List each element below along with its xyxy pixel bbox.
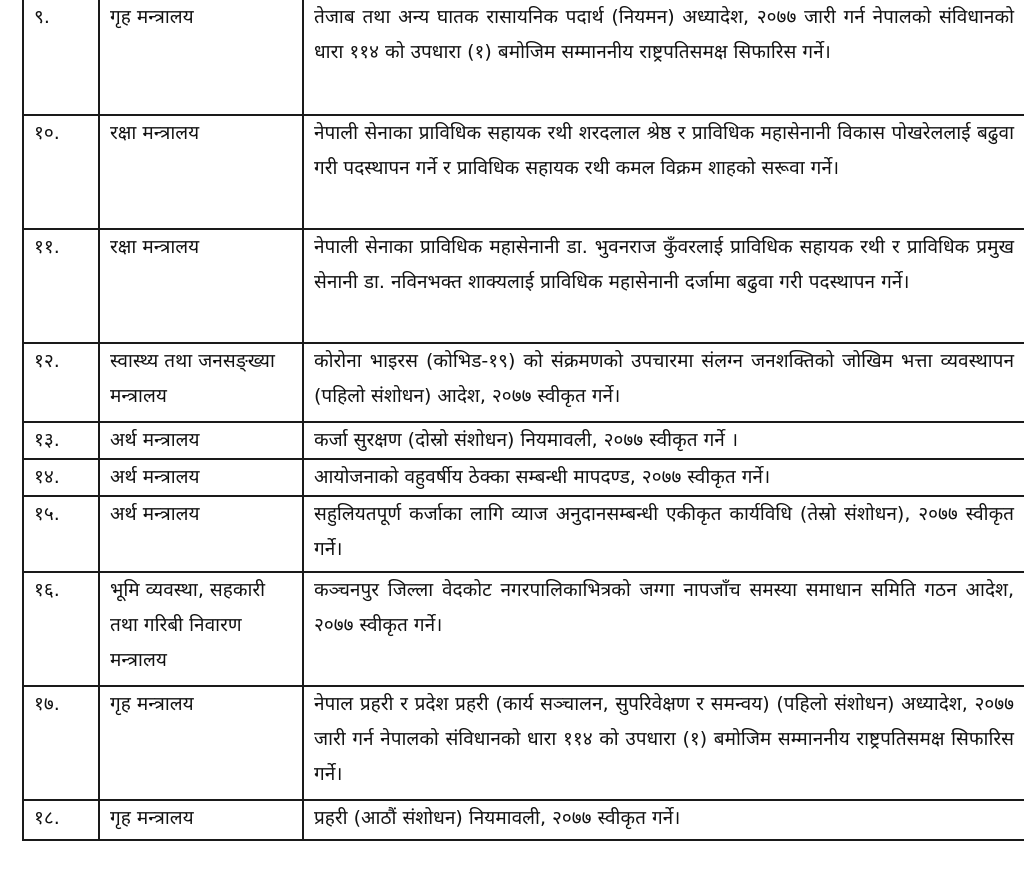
table-row — [23, 422, 1024, 459]
ministry-name: रक्षा मन्त्रालय — [99, 115, 303, 229]
row-number: १८. — [23, 800, 99, 840]
table-row — [23, 686, 1024, 800]
decision-text: आयोजनाको वहुवर्षीय ठेक्का सम्बन्धी मापदण्ड, २०७७ स्वीकृत गर्ने। — [303, 459, 1024, 496]
row-number: ११. — [23, 229, 99, 343]
ministry-name: अर्थ मन्त्रालय — [99, 422, 303, 459]
row-number: १७. — [23, 686, 99, 800]
row-number: ९. — [23, 0, 99, 115]
row-number: १६. — [23, 572, 99, 686]
table-row — [23, 229, 1024, 343]
table-row — [23, 343, 1024, 422]
ministry-name: गृह मन्त्रालय — [99, 686, 303, 800]
ministry-name: अर्थ मन्त्रालय — [99, 459, 303, 496]
ministry-name: अर्थ मन्त्रालय — [99, 496, 303, 572]
decision-text: तेजाब तथा अन्य घातक रासायनिक पदार्थ (नियमन) अध्यादेश, २०७७ जारी गर्न नेपालको संविधानको धारा ११४ को उपधारा (१) बमोजिम सम्माननीय राष्ट्रपतिसमक्ष सिफारिस गर्ने। — [303, 0, 1024, 115]
ministry-name: भूमि व्यवस्था, सहकारी तथा गरिबी निवारण मन्त्रालय — [99, 572, 303, 686]
ministry-name: रक्षा मन्त्रालय — [99, 229, 303, 343]
table-row — [23, 115, 1024, 229]
decision-text: कर्जा सुरक्षण (दोस्रो संशोधन) नियमावली, २०७७ स्वीकृत गर्ने । — [303, 422, 1024, 459]
decisions-table — [22, 0, 1024, 841]
row-number: १३. — [23, 422, 99, 459]
table-row — [23, 800, 1024, 840]
decision-text: नेपाली सेनाका प्राविधिक महासेनानी डा. भुवनराज कुँवरलाई प्राविधिक सहायक रथी र प्राविधिक प्रमुख सेनानी डा. नविनभक्त शाक्यलाई प्राविधिक महासेनानी दर्जामा बढुवा गरी पदस्थापन गर्ने। — [303, 229, 1024, 343]
table-row — [23, 572, 1024, 686]
ministry-name: स्वास्थ्य तथा जनसङ्ख्या मन्त्रालय — [99, 343, 303, 422]
decision-text: कञ्चनपुर जिल्ला वेदकोट नगरपालिकाभित्रको जग्गा नापजाँच समस्या समाधान समिति गठन आदेश, २०७७ स्वीकृत गर्ने। — [303, 572, 1024, 686]
decision-text: कोरोना भाइरस (कोभिड-१९) को संक्रमणको उपचारमा संलग्न जनशक्तिको जोखिम भत्ता व्यवस्थापन (पहिलो संशोधन) आदेश, २०७७ स्वीकृत गर्ने। — [303, 343, 1024, 422]
ministry-name: गृह मन्त्रालय — [99, 800, 303, 840]
row-number: १५. — [23, 496, 99, 572]
row-number: १२. — [23, 343, 99, 422]
decision-text: नेपाली सेनाका प्राविधिक सहायक रथी शरदलाल श्रेष्ठ र प्राविधिक महासेनानी विकास पोखरेललाई बढुवा गरी पदस्थापन गर्ने र प्राविधिक सहायक रथी कमल विक्रम शाहको सरूवा गर्ने। — [303, 115, 1024, 229]
table-row — [23, 459, 1024, 496]
ministry-name: गृह मन्त्रालय — [99, 0, 303, 115]
decision-text: प्रहरी (आठौं संशोधन) नियमावली, २०७७ स्वीकृत गर्ने। — [303, 800, 1024, 840]
row-number: १०. — [23, 115, 99, 229]
table-row — [23, 0, 1024, 115]
row-number: १४. — [23, 459, 99, 496]
decision-text: नेपाल प्रहरी र प्रदेश प्रहरी (कार्य सञ्चालन, सुपरिवेक्षण र समन्वय) (पहिलो संशोधन) अध्यादेश, २०७७ जारी गर्न नेपालको संविधानको धारा ११४ को उपधारा (१) बमोजिम सम्माननीय राष्ट्रपतिसमक्ष सिफारिस गर्ने। — [303, 686, 1024, 800]
decision-text: सहुलियतपूर्ण कर्जाका लागि व्याज अनुदानसम्बन्धी एकीकृत कार्यविधि (तेस्रो संशोधन), २०७७ स्वीकृत गर्ने। — [303, 496, 1024, 572]
table-row — [23, 496, 1024, 572]
